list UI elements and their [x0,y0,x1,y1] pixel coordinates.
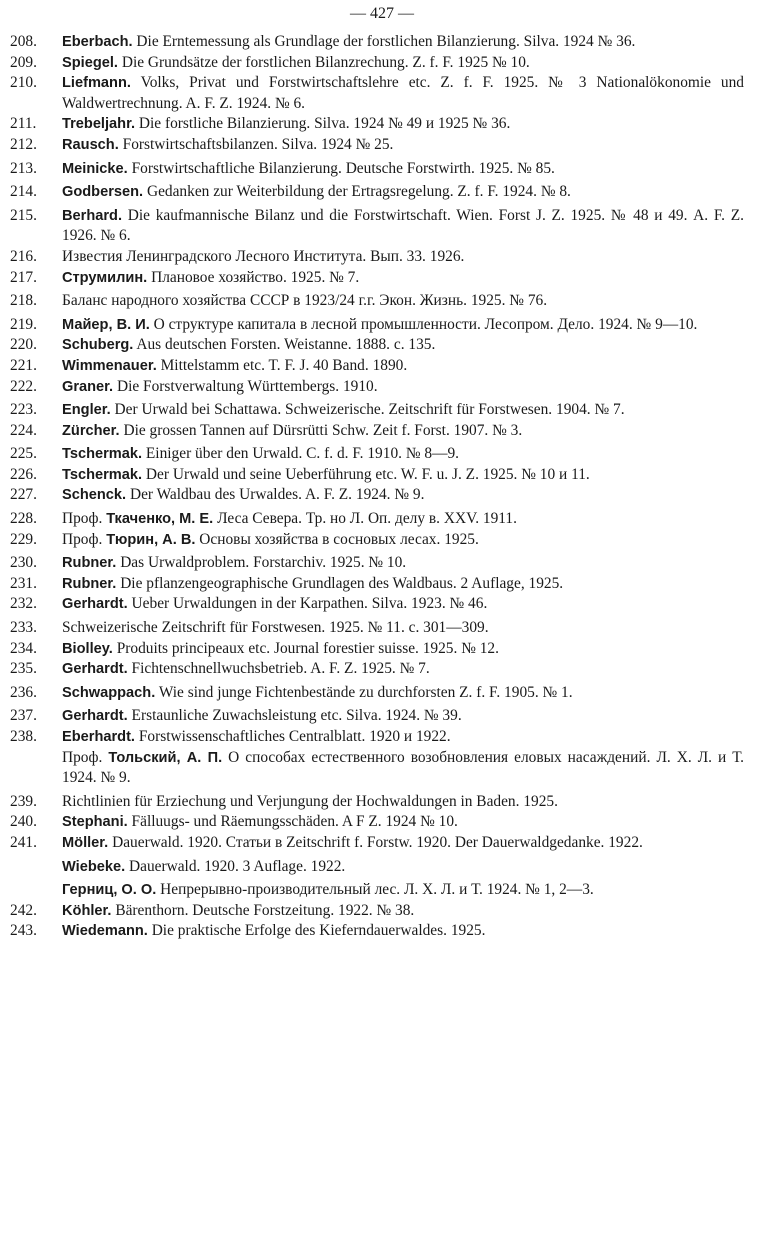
entry-number: 210. [10,74,37,92]
entry-text: Bärenthorn. Deutsche Forstzeitung. 1922. № 38. [115,901,415,919]
bibliography-entry [10,639,744,660]
entry-number: 237. [10,707,37,725]
entry-text: Der Waldbau des Urwaldes. A. F. Z. 1924. № 9. [129,486,425,504]
entry-author: Spiegel. [62,54,118,71]
bibliography-entry [10,618,744,639]
entry-text: Основы хозяйства в сосновых лесах. 1925. [199,530,479,548]
entry-number: 239. [10,792,37,810]
entry-number: 240. [10,813,37,831]
entry-number: 211. [10,115,37,133]
entry-text: Produits principeaux etc. Journal forestier suisse. 1925. № 12. [116,639,499,657]
bibliography-entry [10,812,744,833]
entry-number: 228. [10,510,37,528]
entry-number: 212. [10,135,37,153]
entry-text: Der Urwald und seine Ueberführung etc. W. F. u. J. Z. 1925. № 10 и 11. [145,465,590,483]
entry-text: Richtlinien für Erziechung und Verjungung der Hochwaldungen in Baden. 1925. [62,792,558,810]
bibliography-entry [10,509,744,530]
entry-author: Godbersen. [62,184,144,201]
entry-text: Das Urwaldproblem. Forstarchiv. 1925. № 10. [120,554,407,572]
entry-text: Die forstliche Bilanzierung. Silva. 1924 № 49 и 1925 № 36. [138,115,511,133]
entry-text: Fichtenschnellwuchsbetrieb. A. F. Z. 1925. № 7. [131,660,430,678]
entry-text: Volks, Privat und Forstwirtschaftslehre etc. Z. f. F. 1925. № 3 Nationalökonomie und Waldwertrechnung. A. F. Z. 1924. № 6. [62,74,744,112]
bibliography-entry [10,485,744,506]
entry-author: Berhard. [62,207,123,224]
entry-text: Aus deutschen Forsten. Weistanne. 1888. c. 135. [136,336,436,354]
entry-number: 220. [10,336,37,354]
entry-author: Eberbach. [62,34,133,50]
bibliography-entry [10,32,744,53]
entry-author: Wimmenauer. [62,357,157,374]
entry-text: Леса Севера. Тр. но Л. Оп. делу в. XXV. 1911. [217,510,517,528]
entry-text: Wie sind junge Fichtenbestände zu durchforsten Z. f. F. 1905. № 1. [158,683,573,701]
entry-text: Der Urwald bei Schattawa. Schweizerische. Zeitschrift für Forstwesen. 1904. № 7. [114,401,625,419]
bibliography-entry [10,553,744,574]
bibliography-entry [10,73,744,114]
entry-text: Schweizerische Zeitschrift für Forstwesen. 1925. № 11. c. 301—309. [62,619,489,637]
bibliography-entry [10,356,744,377]
entry-number: 231. [10,574,37,592]
entry-author: Liefmann. [62,75,131,92]
entry-author: Engler. [62,402,111,419]
entry-text: Die praktische Erfolge des Kieferndauerwaldes. 1925. [151,922,486,940]
entry-number: 221. [10,356,37,374]
bibliography-entry [10,400,744,421]
bibliography-entry [10,683,744,704]
entry-text: Die grossen Tannen auf Dürsrütti Schw. Zeit f. Forst. 1907. № 3. [123,421,523,439]
entry-number: 213. [10,159,37,177]
entry-author: Schwappach. [62,684,156,701]
entry-text: Einiger über den Urwald. C. f. d. F. 1910. № 8—9. [145,445,460,463]
bibliography-entry [10,727,744,748]
page-number: — 427 — [350,5,414,22]
bibliography-entry [10,792,744,813]
entry-text: Forstwirtschaftsbilanzen. Silva. 1924 № 25. [122,135,394,153]
entry-number: 234. [10,639,37,657]
bibliography-entry [10,706,744,727]
entry-text: Непрерывно-производительный лес. Л. Х. Л. и Т. 1924. № 1, 2—3. [160,881,594,899]
bibliography-entry [10,315,744,336]
bibliography-entry [10,659,744,680]
entry-author: Schenck. [62,487,127,504]
entry-number: 216. [10,247,37,265]
entry-author: Zürcher. [62,422,120,439]
bibliography-entry [10,833,744,854]
entry-text: Die pflanzengeographische Grundlagen des Waldbaus. 2 Auflage, 1925. [120,574,564,592]
entry-number: 235. [10,660,37,678]
entry-author: Köhler. [62,902,112,919]
entry-author: Rubner. [62,555,117,572]
bibliography-entry [10,377,744,398]
entry-text: Die Grundsätze der forstlichen Bilanzrechung. Z. f. F. 1925 № 10. [121,53,530,71]
entry-number: 230. [10,554,37,572]
bibliography-entry [10,880,744,901]
entry-author: Струмилин. [62,269,148,286]
entry-number: 224. [10,421,37,439]
entry-number: 225. [10,445,37,463]
entry-author: Eberhardt. [62,729,135,745]
bibliography-entry [10,444,744,465]
bibliography-entry [10,901,744,922]
entry-author: Graner. [62,378,114,395]
entry-text: Ueber Urwaldungen in der Karpathen. Silva. 1923. № 46. [131,595,488,613]
entry-title-prefix: Проф. [62,510,103,528]
bibliography-entry [10,159,744,180]
entry-number: 208. [10,33,37,50]
entry-text: Forstwirtschaftliche Bilanzierung. Deutsche Forstwirth. 1925. № 85. [131,159,555,177]
entry-number: 232. [10,595,37,613]
entry-number: 238. [10,728,37,745]
entry-text: Баланс народного хозяйства СССР в 1923/24 г.г. Экон. Жизнь. 1925. № 76. [62,292,548,310]
entry-number: 217. [10,268,37,286]
bibliography-list [10,32,744,942]
entry-number: 226. [10,465,37,483]
entry-author: Rubner. [62,575,117,592]
entry-number: 222. [10,377,37,395]
entry-author: Rausch. [62,136,119,153]
bibliography-entry [10,748,744,789]
entry-text: Die Forstverwaltung Württembergs. 1910. [116,377,378,395]
entry-author: Biolley. [62,640,113,657]
entry-author: Wiebeke. [62,858,126,875]
bibliography-entry [10,114,744,135]
bibliography-entry [10,921,744,942]
bibliography-entry [10,135,744,156]
entry-number: 219. [10,315,37,333]
entry-text: О способах естественного возобновления еловых насаждений. Л. Х. Л. и Т. 1924. № 9. [62,748,744,787]
entry-author: Ткаченко, М. Е. [106,511,214,528]
entry-text: Mittelstamm etc. T. F. J. 40 Band. 1890. [160,356,408,374]
bibliography-entry [10,335,744,356]
bibliography-entry [10,530,744,551]
entry-number: 209. [10,53,37,71]
bibliography-entry [10,53,744,74]
entry-text: Dauerwald. 1920. Статьи в Zeitschrift f. Forstw. 1920. Der Dauerwaldgedanke. 1922. [112,833,643,851]
entry-number: 243. [10,922,37,940]
entry-author: Майер, В. И. [62,316,150,333]
entry-author: Meinicke. [62,160,128,177]
entry-text: Die kaufmannische Bilanz und die Forstwirtschaft. Wien. Forst J. Z. 1925. № 48 и 49. A. F. Z. 1926. № 6. [62,206,744,245]
entry-author: Tschermak. [62,466,143,483]
entry-number: 233. [10,619,37,637]
entry-text: Плановое хозяйство. 1925. № 7. [151,268,360,286]
bibliography-entry [10,182,744,203]
entry-number: 214. [10,183,37,201]
entry-text: Известия Ленинградского Лесного Института. Вып. 33. 1926. [62,247,465,265]
bibliography-entry [10,574,744,595]
entry-author: Schuberg. [62,337,134,354]
bibliography-entry [10,465,744,486]
entry-text: Dauerwald. 1920. 3 Auflage. 1922. [129,857,346,875]
bibliography-entry [10,206,744,247]
entry-author: Tschermak. [62,446,143,463]
entry-number: 218. [10,292,37,310]
entry-author: Trebeljahr. [62,116,136,133]
bibliography-entry [10,594,744,615]
entry-text: Fälluugs- und Räemungsschäden. A F Z. 1924 № 10. [131,813,458,831]
bibliography-entry [10,421,744,442]
entry-number: 242. [10,901,37,919]
entry-title-prefix: Проф. [62,530,103,548]
entry-text: Forstwissenschaftliches Centralblatt. 1920 и 1922. [138,728,451,745]
entry-author: Möller. [62,834,109,851]
entry-number: 241. [10,833,37,851]
entry-title-prefix: Проф. [62,748,103,766]
entry-author: Wiedemann. [62,923,148,940]
entry-text: Gedanken zur Weiterbildung der Ertragsregelung. Z. f. F. 1924. № 8. [146,183,571,201]
bibliography-entry [10,291,744,312]
entry-author: Gerhardt. [62,708,128,725]
entry-author: Герниц, О. О. [62,882,157,899]
entry-author: Тольский, А. П. [108,749,223,766]
entry-number: 215. [10,206,37,224]
entry-number: 227. [10,486,37,504]
bibliography-entry [10,268,744,289]
entry-text: Die Erntemessung als Grundlage der forstlichen Bilanzierung. Silva. 1924 № 36. [136,33,636,50]
bibliography-entry [10,247,744,268]
entry-author: Stephani. [62,814,128,831]
entry-number: 236. [10,683,37,701]
entry-author: Gerhardt. [62,661,128,678]
entry-number: 229. [10,530,37,548]
bibliography-entry [10,857,744,878]
entry-author: Тюрин, А. В. [106,531,196,548]
entry-author: Gerhardt. [62,596,128,613]
entry-number: 223. [10,401,37,419]
entry-text: О структуре капитала в лесной промышленности. Лесопром. Дело. 1924. № 9—10. [153,315,698,333]
entry-text: Erstaunliche Zuwachsleistung etc. Silva. 1924. № 39. [131,707,462,725]
